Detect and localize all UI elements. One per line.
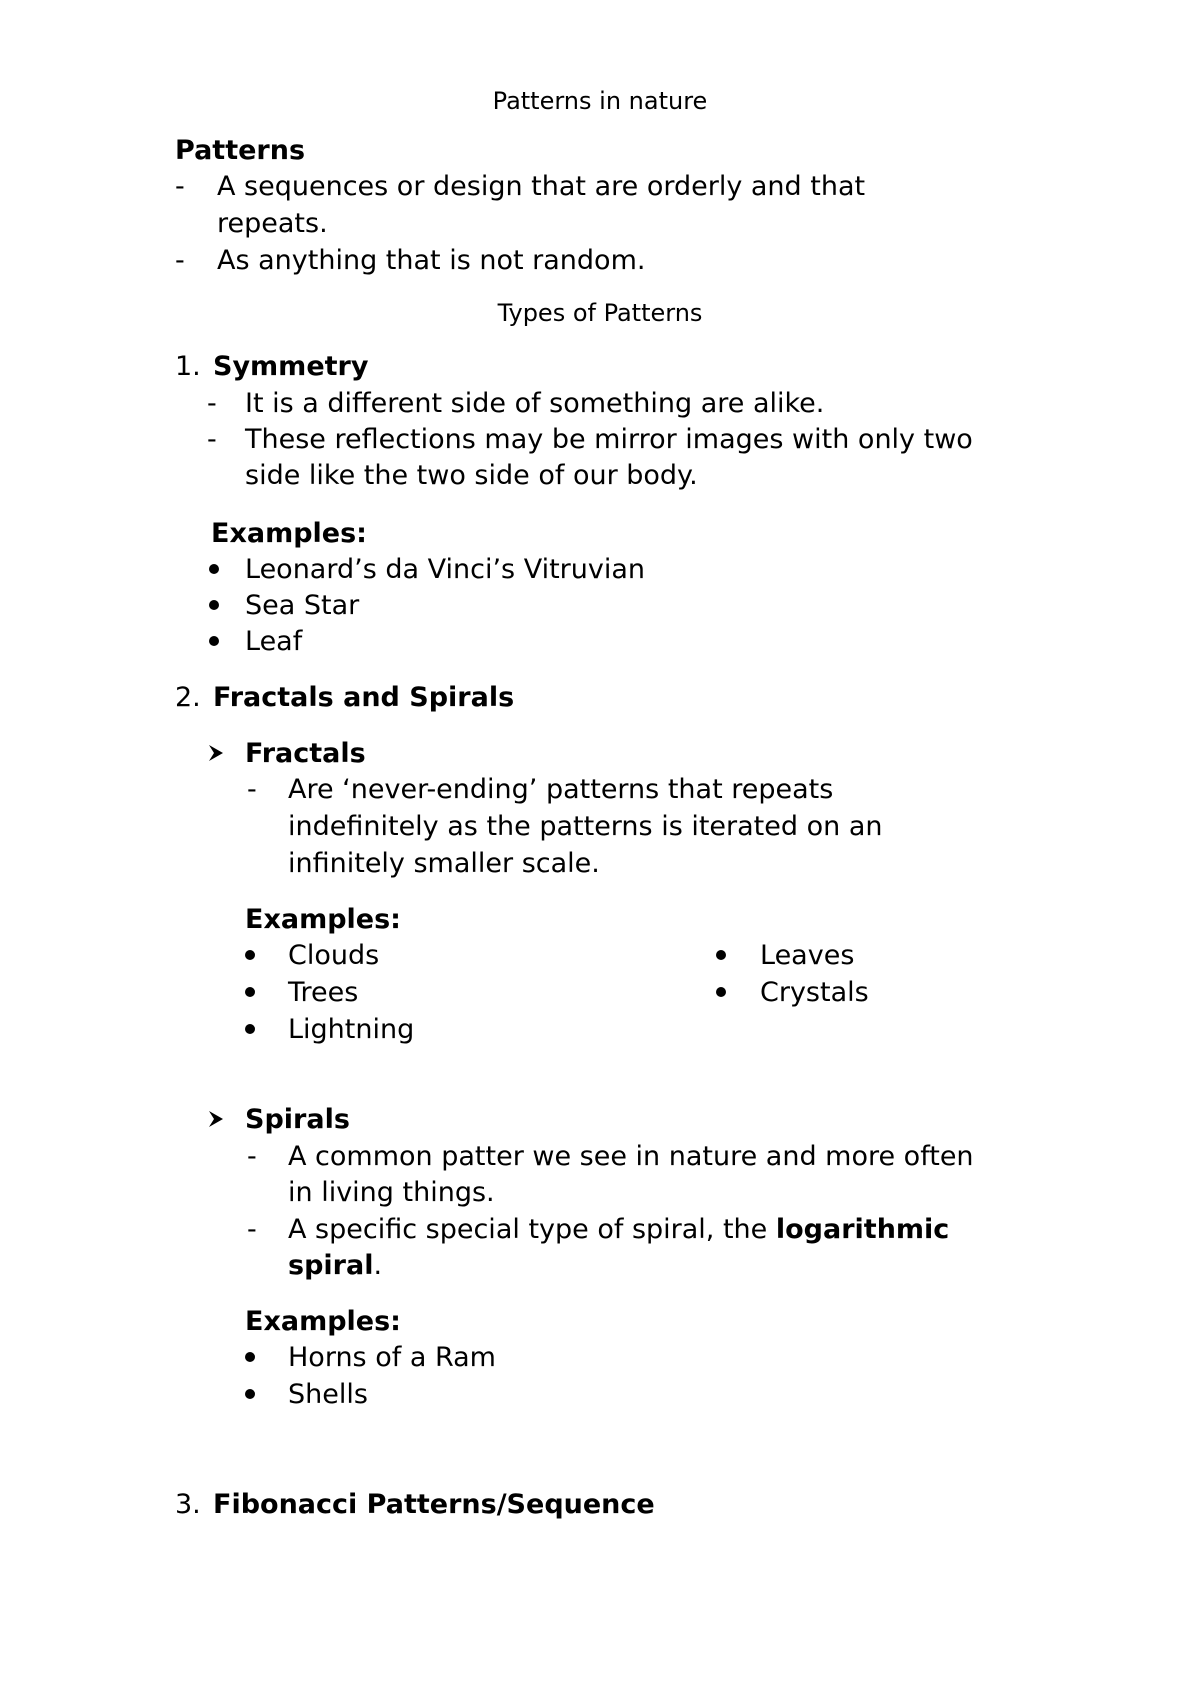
bullet-marker xyxy=(209,600,219,610)
fractals-point-1-cont-1: indefinitely as the patterns is iterated on an xyxy=(288,811,883,842)
patterns-point-2: As anything that is not random. xyxy=(217,245,646,276)
fractals-examples-label: Examples: xyxy=(245,904,401,935)
dash-marker: - xyxy=(207,388,217,419)
patterns-point-1: A sequences or design that are orderly and that xyxy=(217,171,866,202)
dash-marker: - xyxy=(247,1141,257,1172)
bullet-marker xyxy=(245,1352,255,1362)
spirals-example-2: Shells xyxy=(288,1379,368,1410)
spirals-example-1: Horns of a Ram xyxy=(288,1342,496,1373)
fractals-point-1-cont-2: infinitely smaller scale. xyxy=(288,848,600,879)
arrow-bullet-icon xyxy=(207,1109,227,1129)
spirals-heading: Spirals xyxy=(245,1104,350,1135)
dash-marker: - xyxy=(247,774,257,805)
symmetry-heading: Symmetry xyxy=(213,351,369,382)
fractals-example-2: Trees xyxy=(288,977,359,1008)
bullet-marker xyxy=(245,1024,255,1034)
symmetry-example-1: Leonard’s da Vinci’s Vitruvian xyxy=(245,554,646,585)
list-number: 1. xyxy=(175,351,201,382)
fractals-heading: Fractals xyxy=(245,738,366,769)
symmetry-point-1: It is a different side of something are alike. xyxy=(245,388,825,419)
dash-marker: - xyxy=(175,171,185,202)
spirals-point-2-text: A specific special type of spiral, the xyxy=(288,1214,776,1245)
fibonacci-heading: Fibonacci Patterns/Sequence xyxy=(213,1489,655,1520)
patterns-heading: Patterns xyxy=(175,135,306,166)
symmetry-point-2-cont: side like the two side of our body. xyxy=(245,460,698,491)
spirals-examples-label: Examples: xyxy=(245,1306,401,1337)
bullet-marker xyxy=(245,1389,255,1399)
fractals-spirals-heading: Fractals and Spirals xyxy=(213,682,515,713)
dash-marker: - xyxy=(175,245,185,276)
list-number: 3. xyxy=(175,1489,201,1520)
spirals-point-2-cont xyxy=(288,1249,382,1283)
spirals-point-2-bold: logarithmic xyxy=(775,1214,950,1245)
patterns-point-1-cont: repeats. xyxy=(217,208,328,239)
bullet-marker xyxy=(209,636,219,646)
bullet-marker xyxy=(245,987,255,997)
bullet-marker xyxy=(716,950,726,960)
fractals-example-4: Leaves xyxy=(760,940,855,971)
spirals-point-2-period: . xyxy=(373,1250,383,1281)
types-heading: Types of Patterns xyxy=(497,299,703,327)
fractals-example-5: Crystals xyxy=(760,977,869,1008)
spirals-point-1-cont: in living things. xyxy=(288,1177,495,1208)
symmetry-example-2: Sea Star xyxy=(245,590,360,621)
symmetry-point-2: These reflections may be mirror images with only two xyxy=(245,424,973,455)
fractals-example-3: Lightning xyxy=(288,1014,415,1045)
symmetry-example-3: Leaf xyxy=(245,626,303,657)
spirals-point-2-cont-bold: spiral xyxy=(288,1250,374,1281)
arrow-bullet-icon xyxy=(207,743,227,763)
bullet-marker xyxy=(209,564,219,574)
symmetry-examples-label: Examples: xyxy=(211,518,367,549)
bullet-marker xyxy=(245,950,255,960)
dash-marker: - xyxy=(247,1214,257,1245)
list-number: 2. xyxy=(175,682,201,713)
dash-marker: - xyxy=(207,424,217,455)
spirals-point-2 xyxy=(288,1213,949,1247)
bullet-marker xyxy=(716,987,726,997)
spirals-point-1: A common patter we see in nature and more often xyxy=(288,1141,974,1172)
page-title: Patterns in nature xyxy=(492,87,708,115)
fractals-point-1: Are ‘never-ending’ patterns that repeats xyxy=(288,774,834,805)
fractals-example-1: Clouds xyxy=(288,940,380,971)
